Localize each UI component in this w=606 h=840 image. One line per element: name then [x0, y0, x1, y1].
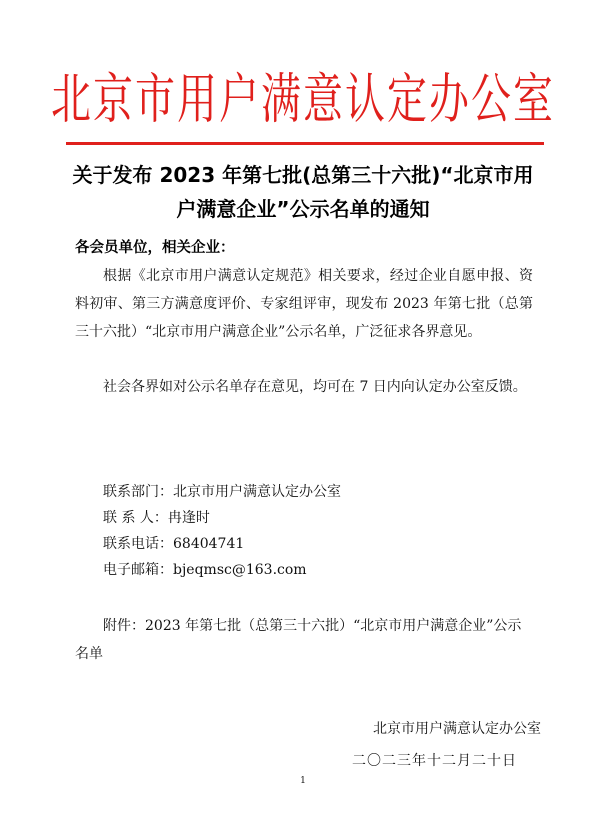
notice-title: 关于发布 2023 年第七批(总第三十六批)“北京市用户满意企业”公示名单的通知 — [72, 163, 534, 221]
contact-email-label: 电子邮箱： — [103, 562, 173, 578]
attachment-note: 附件：2023 年第七批（总第三十六批）“北京市用户满意企业”公示名单 — [75, 618, 522, 662]
contact-dept-value: 北京市用户满意认定办公室 — [173, 484, 341, 500]
contact-phone-value: 68404741 — [173, 536, 245, 552]
page-number: 1 — [300, 776, 306, 786]
signature-date: 二〇二三年十二月二十日 — [352, 753, 517, 769]
contact-email-value: bjeqmsc@163.com — [173, 562, 307, 578]
contact-dept-label: 联系部门： — [103, 484, 173, 500]
salutation: 各会员单位，相关企业： — [75, 240, 235, 256]
contact-person-value: 冉逢时 — [167, 510, 210, 526]
signature-org: 北京市用户满意认定办公室 — [373, 721, 541, 737]
contact-person-label: 联 系 人： — [103, 510, 168, 526]
letterhead-rule — [66, 142, 544, 145]
contact-phone — [103, 533, 244, 553]
paragraph-2: 社会各界如对公示名单存在意见，均可在 7 日内向认定办公室反馈。 — [103, 379, 527, 395]
letterhead-title: 北京市用户满意认定办公室 — [51, 68, 555, 131]
contact-phone-label: 联系电话： — [103, 536, 173, 552]
contact-person — [103, 507, 210, 527]
paragraph-1: 根据《北京市用户满意认定规范》相关要求，经过企业自愿申报、资料初审、第三方满意度评价、专家组评审，现发布 2023 年第七批（总第三十六批）“北京市用户满意企业”公示名单，广泛征求各界意见。 — [75, 268, 533, 340]
contact-dept — [103, 481, 341, 501]
contact-email — [103, 559, 307, 579]
